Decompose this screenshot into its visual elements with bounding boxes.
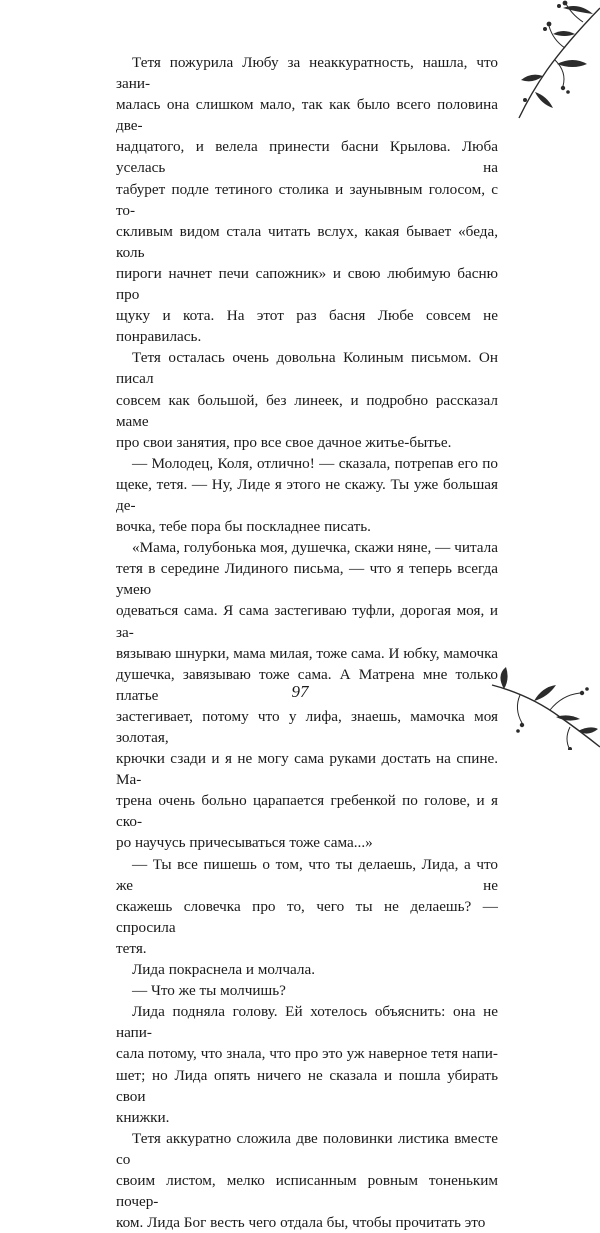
text-line: щуку и кота. На этот раз басня Любе совсем не понравилась. (116, 307, 498, 346)
text-line: тетя. (116, 939, 147, 957)
text-line: сала потому, что знала, что про это уж наверное тетя напи- (116, 1045, 498, 1063)
text-line: — Что же ты молчишь? (132, 982, 286, 1000)
text-line: ком. Лида Бог весть чего отдала бы, чтобы прочитать это (116, 1214, 486, 1232)
text-line: вочка, тебе пора бы поскладнее писать. (116, 518, 371, 536)
text-line: книжки. (116, 1108, 170, 1126)
text-line: Лида подняла голову. Ей хотелось объяснить: она не напи- (116, 1003, 498, 1042)
text-line: скливым видом стала читать вслух, какая бывает «беда, коль (116, 222, 498, 261)
text-line: крючки сзади и я не могу сама руками достать на спине. Ма- (116, 750, 498, 789)
text-line: «Мама, голубонька моя, душечка, скажи няне, — читала (132, 539, 498, 557)
text-line: ро научусь причесываться тоже сама...» (116, 834, 373, 852)
text-line: душечка, завязываю тоже сама. А Матрена мне только платье (116, 665, 498, 704)
text-line: застегивает, потому что у лифа, знаешь, мамочка моя золотая, (116, 707, 498, 746)
text-line: щеке, тетя. — Ну, Лиде я этого не скажу. Ты уже большая де- (116, 475, 498, 514)
text-line: — Молодец, Коля, отлично! — сказала, потрепав его по (132, 454, 498, 472)
text-line: тетя в середине Лидиного письма, — что я теперь всегда умею (116, 560, 498, 599)
text-line: шет; но Лида опять ничего не сказала и пошла убирать свои (116, 1066, 498, 1105)
text-line: Тетя осталась очень довольна Колиным письмом. Он писал (116, 349, 498, 388)
text-line: надцатого, и велела принести басни Крылова. Люба уселась на (116, 138, 498, 177)
text-line: Тетя аккуратно сложила две половинки листика вместе со (116, 1129, 498, 1168)
body-text (116, 52, 498, 1233)
text-line: вязываю шнурки, мама милая, тоже сама. И юбку, мамочка (116, 644, 498, 662)
text-line: Тетя пожурила Любу за неаккуратность, нашла, что зани- (116, 54, 498, 93)
text-line: трена очень больно царапается гребенкой по голове, и я ско- (116, 792, 498, 831)
text-line: Лида покраснела и молчала. (132, 961, 315, 979)
page-number: 97 (291, 682, 309, 701)
botanical-branch-top-icon (495, 0, 600, 125)
text-line: про свои занятия, про все свое дачное житье-бытье. (116, 433, 452, 451)
text-line: малась она слишком мало, так как было всего половина две- (116, 96, 498, 135)
text-line: совсем как большой, без линеек, и подробно рассказал маме (116, 391, 498, 430)
text-line: пироги начнет печи сапожник» и свою любимую басню про (116, 264, 498, 304)
text-line: скажешь словечка про то, чего ты не делаешь? — спросила (116, 897, 498, 936)
text-line: своим листом, мелко исписанным ровным тоненьким почер- (116, 1171, 498, 1211)
botanical-branch-bottom-icon (490, 665, 600, 750)
text-line: одеваться сама. Я сама застегиваю туфли, дорогая моя, и за- (116, 602, 498, 641)
text-line: табурет подле тетиного столика и заунывным голосом, с то- (116, 180, 498, 219)
text-line: — Ты все пишешь о том, что ты делаешь, Лида, а что же не (116, 855, 498, 894)
